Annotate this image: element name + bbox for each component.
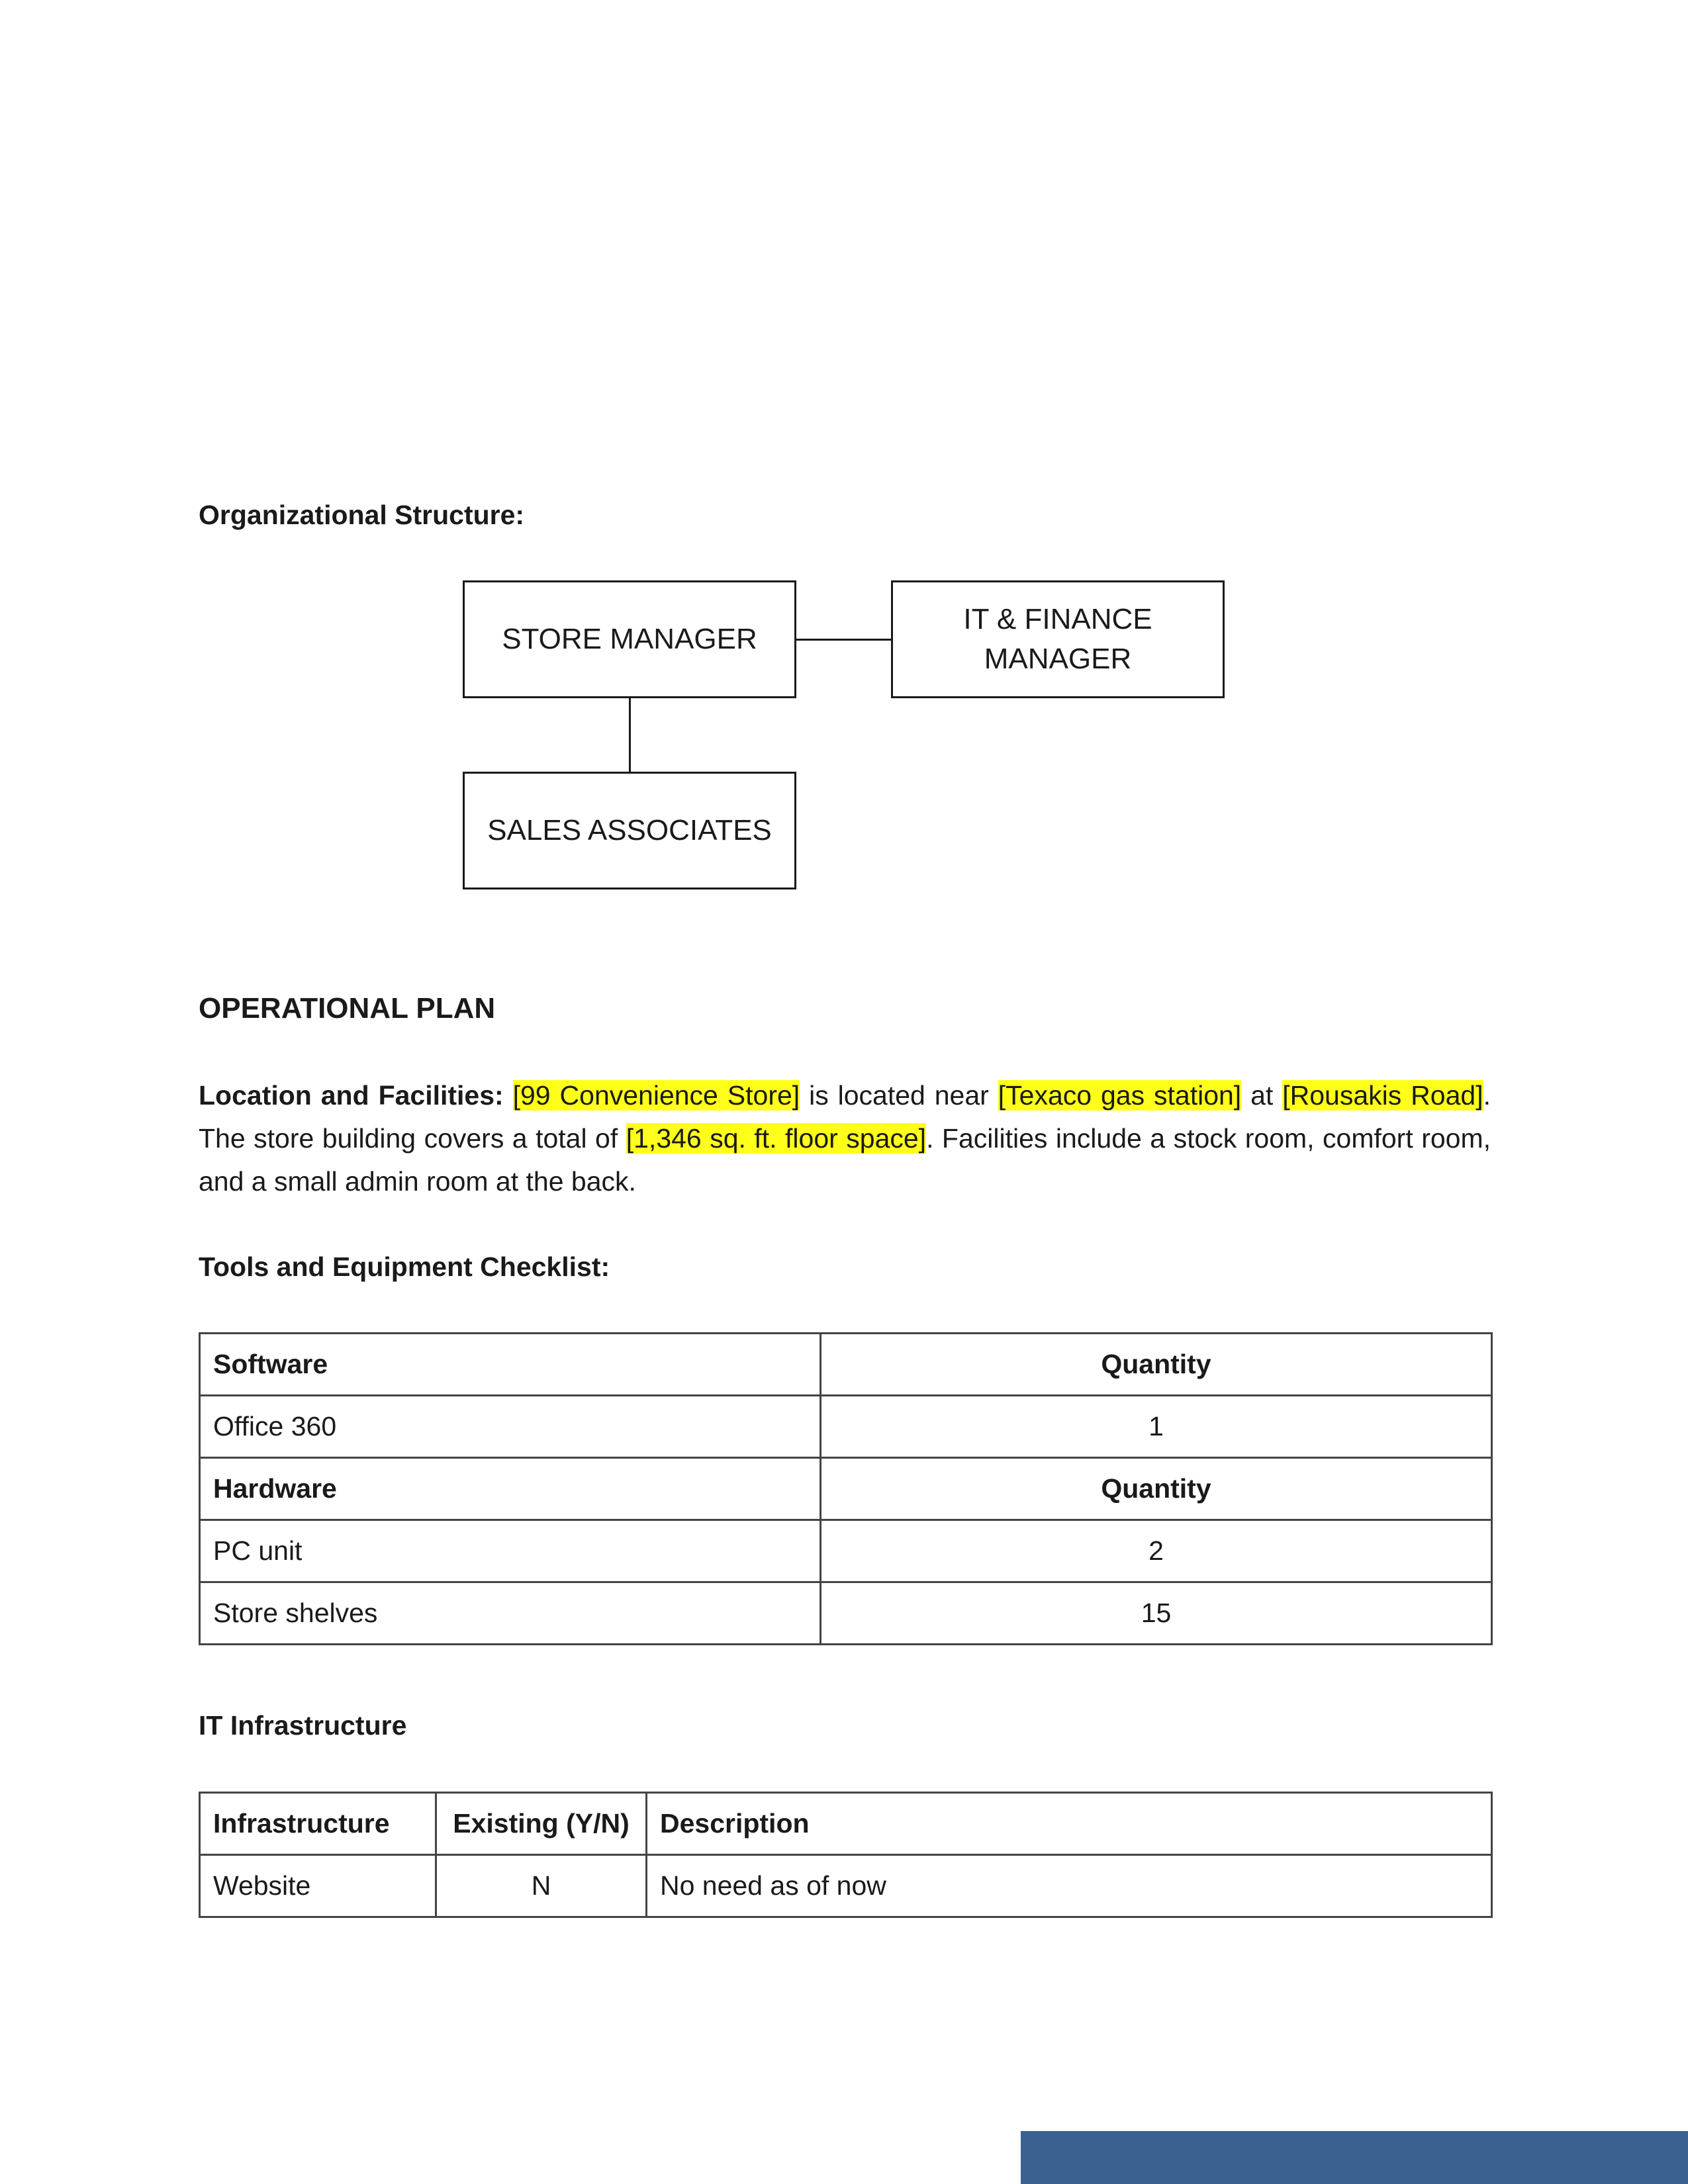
table-cell-qty: 1 (821, 1396, 1492, 1458)
table-cell-existing: N (436, 1855, 647, 1917)
table-row (200, 1582, 1492, 1645)
location-text-1: is located near (800, 1080, 998, 1111)
table-cell-item: Software (200, 1334, 821, 1396)
road-placeholder: [Rousakis Road] (1282, 1080, 1483, 1111)
table-cell-description: No need as of now (647, 1855, 1492, 1917)
table-cell-item: Hardware (200, 1458, 821, 1520)
it-infrastructure-table (199, 1792, 1493, 1918)
table-row (200, 1458, 1492, 1520)
footer-bar (1021, 2131, 1688, 2184)
operational-plan-title: OPERATIONAL PLAN (199, 992, 496, 1024)
org-box-store-manager (463, 580, 796, 698)
location-text-4: . Facilities include a stock room, comfort room, and a small admin room at the back. (199, 1123, 1491, 1197)
org-connector-vertical (629, 698, 631, 772)
store-manager-label: STORE MANAGER (502, 623, 757, 655)
table-cell-item: PC unit (200, 1520, 821, 1582)
org-connector-horizontal (796, 639, 891, 641)
table-row (200, 1396, 1492, 1458)
location-text-3: . The store building covers a total of (199, 1080, 1491, 1154)
table-row (200, 1855, 1492, 1917)
table-cell-qty: Quantity (821, 1334, 1492, 1396)
org-box-sales-associates (463, 772, 796, 889)
tools-equipment-table (199, 1332, 1493, 1645)
table-cell-item: Office 360 (200, 1396, 821, 1458)
sales-associates-label: SALES ASSOCIATES (487, 814, 772, 846)
table-cell-qty: Quantity (821, 1458, 1492, 1520)
table-row (200, 1520, 1492, 1582)
table-cell-qty: 2 (821, 1520, 1492, 1582)
org-box-it-finance-manager (891, 580, 1225, 698)
it-finance-label-line2: MANAGER (984, 643, 1132, 675)
table-cell-infrastructure: Website (200, 1855, 436, 1917)
it-infrastructure-heading: IT Infrastructure (199, 1710, 407, 1741)
tools-equipment-heading: Tools and Equipment Checklist: (199, 1251, 610, 1282)
location-text-2: at (1241, 1080, 1283, 1111)
org-structure-heading: Organizational Structure: (199, 500, 525, 530)
table-cell-qty: 15 (821, 1582, 1492, 1645)
location-label: Location and Facilities: (199, 1080, 513, 1111)
table-row (200, 1334, 1492, 1396)
landmark-placeholder: [Texaco gas station] (998, 1080, 1242, 1111)
it-finance-label-line1: IT & FINANCE (963, 603, 1152, 635)
column-header-infrastructure: Infrastructure (200, 1793, 436, 1855)
store-name-placeholder: [99 Convenience Store] (512, 1080, 800, 1111)
table-cell-item: Store shelves (200, 1582, 821, 1645)
column-header-description: Description (647, 1793, 1492, 1855)
location-facilities-paragraph (199, 1074, 1491, 1203)
table-header-row (200, 1793, 1492, 1855)
floor-space-placeholder: [1,346 sq. ft. floor space] (626, 1123, 927, 1154)
column-header-existing: Existing (Y/N) (436, 1793, 647, 1855)
